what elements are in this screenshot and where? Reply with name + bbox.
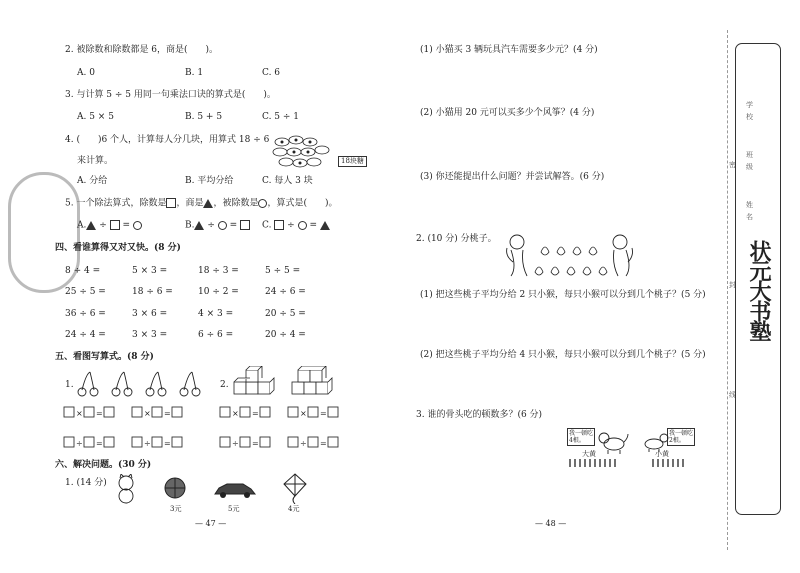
candy-count-tag: 18块糖	[338, 156, 367, 167]
dog-label-xiaohuang: 小黄	[655, 450, 669, 458]
price-car: 5元	[228, 505, 240, 513]
calc-item: 18 ÷ 3 =	[198, 266, 239, 276]
q4-option-a: A. 分给	[77, 176, 108, 186]
cube-stacks-illustration	[232, 366, 352, 398]
monkeys-peaches-illustration	[505, 232, 635, 280]
problem-1-2: (2) 小猫用 20 元可以买多少个风筝？(4 分)	[420, 108, 595, 118]
svg-text:×: ×	[300, 409, 307, 418]
q3-option-b: B. 5 + 5	[185, 112, 223, 122]
q2-option-c: C. 6	[262, 68, 281, 78]
question-3-bones: 3. 谁的骨头吃的顿数多？(6 分)	[416, 410, 543, 420]
q4-option-c: C. 每人 3 块	[262, 176, 313, 186]
triangle-icon	[86, 221, 96, 230]
section-5-title: 五、看图写算式。(8 分)	[55, 352, 154, 362]
sidebar-label: 姓	[746, 201, 753, 209]
bones-row-2	[650, 458, 688, 468]
triangle-icon	[203, 199, 213, 208]
question-4-line2: 来计算。	[77, 156, 114, 166]
calc-item: 5 × 3 =	[132, 266, 168, 276]
blank-square-icon	[166, 198, 176, 208]
svg-text:÷: ÷	[144, 439, 151, 448]
page-number-right: — 48 —	[535, 519, 567, 528]
calc-item: 3 × 6 =	[132, 309, 168, 319]
svg-text:=: =	[252, 439, 259, 448]
svg-text:×: ×	[232, 409, 239, 418]
page-number-left: — 47 —	[195, 519, 227, 528]
calc-item: 4 × 3 =	[198, 309, 234, 319]
question-2: 2. 被除数和除数都是 6，商是( )。	[65, 45, 219, 55]
svg-text:×: ×	[144, 409, 151, 418]
question-2-part-1: (1) 把这些桃子平均分给 2 只小猴，每只小猴可以分到几个桃子？(5 分)	[420, 290, 706, 300]
bones-row-1	[567, 458, 617, 468]
triangle-icon	[194, 221, 204, 230]
question-3: 3. 与计算 5 ÷ 5 用同一句乘法口诀的算式是( )。	[65, 90, 276, 100]
ball-illustration	[163, 476, 187, 500]
triangle-icon	[320, 221, 330, 230]
calc-item: 20 ÷ 4 =	[265, 330, 306, 340]
q5-option-a: A. ÷ =	[77, 220, 142, 232]
calc-item: 8 ÷ 4 =	[65, 266, 101, 276]
svg-text:÷: ÷	[232, 439, 239, 448]
dog-label-dahuang: 大黄	[582, 450, 596, 458]
sec5-item-1-number: 1.	[65, 380, 74, 390]
question-2-peaches: 2. (10 分) 分桃子。	[416, 234, 497, 244]
q5-option-b: B. ÷ =	[185, 220, 250, 232]
q5-option-c: C. ÷ =	[262, 220, 330, 232]
svg-text:÷: ÷	[76, 439, 83, 448]
sec6-question-1: 1. (14 分)	[65, 478, 107, 488]
sidebar-label: 级	[746, 163, 753, 171]
sidebar-label: 校	[746, 113, 753, 121]
toy-car-illustration	[213, 480, 257, 500]
svg-text:÷: ÷	[300, 439, 307, 448]
sidebar-label: 班	[746, 151, 753, 159]
calc-item: 36 ÷ 6 =	[65, 309, 106, 319]
seal-label: 线	[729, 391, 736, 399]
q4-option-b: B. 平均分给	[185, 176, 234, 186]
sidebar-label: 名	[746, 213, 753, 221]
seal-label: 密	[729, 161, 736, 169]
price-ball: 3元	[170, 505, 182, 513]
speech-bubble-1: 我一顿吃4根。	[569, 430, 594, 444]
calc-item: 3 × 3 =	[132, 330, 168, 340]
q2-option-b: B. 1	[185, 68, 204, 78]
calc-item: 24 ÷ 4 =	[65, 330, 106, 340]
q2-option-a: A. 0	[77, 68, 95, 78]
calc-item: 24 ÷ 6 =	[265, 287, 306, 297]
calc-item: 6 ÷ 6 =	[198, 330, 234, 340]
question-2-part-2: (2) 把这些桃子平均分给 4 只小猴，每只小猴可以分到几个桃子？(5 分)	[420, 350, 706, 360]
cat-illustration	[112, 474, 142, 504]
calc-item: 10 ÷ 2 =	[198, 287, 239, 297]
question-5: 5. 一个除法算式，除数是 ，商是 ，被除数是 ，算式是( )。	[65, 198, 338, 209]
circle-icon	[133, 221, 142, 230]
svg-text:=: =	[164, 439, 171, 448]
blank-square-icon	[110, 220, 120, 230]
svg-text:=: =	[252, 409, 259, 418]
calc-item: 18 ÷ 6 =	[132, 287, 173, 297]
candy-pile-illustration	[272, 132, 342, 174]
question-4-line1: 4. ( )6 个人，计算每人分几块，用算式 18 ÷ 6	[65, 135, 270, 145]
circle-icon	[298, 221, 307, 230]
svg-text:×: ×	[76, 409, 83, 418]
problem-1-3: (3) 你还能提出什么问题？并尝试解答。(6 分)	[420, 172, 605, 182]
section-6-title: 六、解决问题。(30 分)	[55, 460, 152, 470]
brand-logo: 状元大书塾	[746, 240, 772, 340]
cherries-illustration	[76, 370, 211, 398]
q3-option-a: A. 5 × 5	[77, 112, 114, 122]
svg-text:=: =	[320, 439, 327, 448]
dog-dahuang-icon	[596, 430, 630, 454]
svg-text:=: =	[164, 409, 171, 418]
circle-icon	[218, 221, 227, 230]
q3-option-c: C. 5 ÷ 1	[262, 112, 300, 122]
equation-blanks	[62, 404, 362, 452]
seal-label: 封	[729, 281, 736, 289]
section-4-title: 四、看谁算得又对又快。(8 分)	[55, 243, 181, 253]
svg-text:=: =	[96, 439, 103, 448]
svg-text:=: =	[320, 409, 327, 418]
kite-illustration	[282, 472, 308, 504]
svg-text:=: =	[96, 409, 103, 418]
sec5-item-2-number: 2.	[220, 380, 229, 390]
problem-1-1: (1) 小猫买 3 辆玩具汽车需要多少元？(4 分)	[420, 45, 598, 55]
sidebar-label: 学	[746, 101, 753, 109]
blank-square-icon	[274, 220, 284, 230]
blank-square-icon	[240, 220, 250, 230]
seal-line	[727, 30, 728, 550]
calc-item: 5 ÷ 5 =	[265, 266, 301, 276]
calc-item: 25 ÷ 5 =	[65, 287, 106, 297]
price-kite: 4元	[288, 505, 300, 513]
speech-bubble-2: 我一顿吃2根。	[669, 430, 694, 444]
calc-item: 20 ÷ 5 =	[265, 309, 306, 319]
